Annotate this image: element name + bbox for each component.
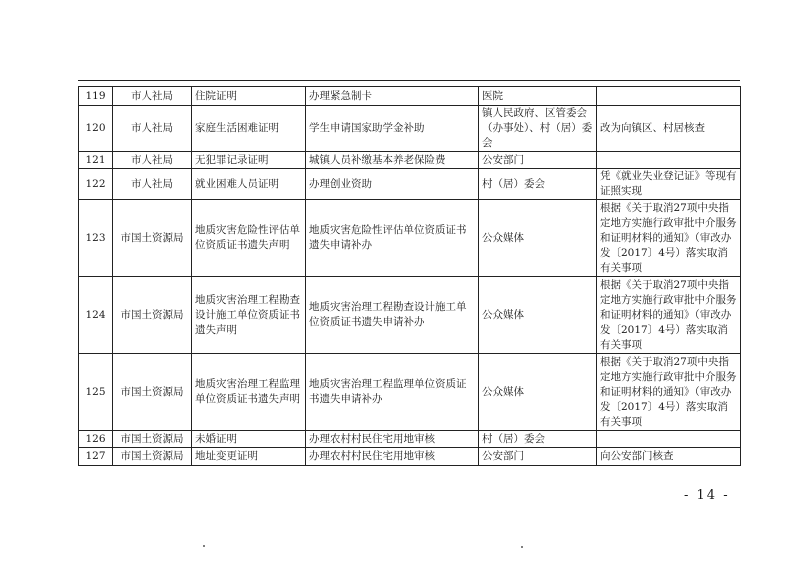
service-matter-cell: 办理农村村民住宅用地审核 — [306, 431, 479, 448]
table-row — [79, 169, 741, 200]
department-cell: 市人社局 — [113, 152, 192, 169]
row-number: 123 — [79, 200, 113, 277]
department-cell: 市国土资源局 — [113, 277, 192, 354]
page-number: - 14 - — [684, 488, 730, 503]
certificate-name-cell: 地质灾害治理工程监理单位资质证书遗失声明 — [192, 354, 306, 431]
certificate-name-cell: 地质灾害治理工程勘查设计施工单位资质证书遗失声明 — [192, 277, 306, 354]
note-cell: 根据《关于取消27项中央指定地方实施行政审批中介服务和证明材料的通知》（审改办发〔2017〕4号）落实取消有关事项 — [597, 354, 741, 431]
certificate-name-cell: 未婚证明 — [192, 431, 306, 448]
department-cell: 市国土资源局 — [113, 448, 192, 466]
alternative-method-cell: 公众媒体 — [479, 200, 597, 277]
row-number: 125 — [79, 354, 113, 431]
table-body — [79, 87, 741, 466]
service-matter-cell: 城镇人员补缴基本养老保险费 — [306, 152, 479, 169]
alternative-method-cell: 镇人民政府、区管委会（办事处）、村（居）委会 — [479, 106, 597, 152]
table-row — [79, 87, 741, 106]
note-cell — [597, 87, 741, 106]
alternative-method-cell: 村（居）委会 — [479, 169, 597, 200]
row-number: 119 — [79, 87, 113, 106]
service-matter-cell: 地质灾害危险性评估单位资质证书遗失申请补办 — [306, 200, 479, 277]
note-cell: 根据《关于取消27项中央指定地方实施行政审批中介服务和证明材料的通知》（审改办发〔2017〕4号）落实取消有关事项 — [597, 200, 741, 277]
row-number: 126 — [79, 431, 113, 448]
note-cell: 根据《关于取消27项中央指定地方实施行政审批中介服务和证明材料的通知》（审改办发〔2017〕4号）落实取消有关事项 — [597, 277, 741, 354]
row-number: 127 — [79, 448, 113, 466]
note-cell — [597, 431, 741, 448]
table-row — [79, 152, 741, 169]
note-cell: 向公安部门核查 — [597, 448, 741, 466]
certificate-name-cell: 无犯罪记录证明 — [192, 152, 306, 169]
table-top-rule — [78, 80, 740, 81]
alternative-method-cell: 公众媒体 — [479, 277, 597, 354]
alternative-method-cell: 公安部门 — [479, 448, 597, 466]
certificate-name-cell: 住院证明 — [192, 87, 306, 106]
table-row — [79, 200, 741, 277]
department-cell: 市国土资源局 — [113, 431, 192, 448]
department-cell: 市国土资源局 — [113, 354, 192, 431]
service-matter-cell: 地质灾害治理工程监理单位资质证书遗失申请补办 — [306, 354, 479, 431]
scan-speck — [521, 546, 523, 548]
alternative-method-cell: 公众媒体 — [479, 354, 597, 431]
certificate-name-cell: 家庭生活困难证明 — [192, 106, 306, 152]
service-matter-cell: 学生申请国家助学金补助 — [306, 106, 479, 152]
service-matter-cell: 办理紧急制卡 — [306, 87, 479, 106]
certificate-name-cell: 地质灾害危险性评估单位资质证书遗失声明 — [192, 200, 306, 277]
alternative-method-cell: 医院 — [479, 87, 597, 106]
table-row — [79, 106, 741, 152]
row-number: 124 — [79, 277, 113, 354]
department-cell: 市人社局 — [113, 169, 192, 200]
row-number: 121 — [79, 152, 113, 169]
department-cell: 市国土资源局 — [113, 200, 192, 277]
scan-speck — [203, 545, 205, 547]
service-matter-cell: 办理创业资助 — [306, 169, 479, 200]
certificate-name-cell: 就业困难人员证明 — [192, 169, 306, 200]
table-row — [79, 354, 741, 431]
table-row — [79, 431, 741, 448]
certificate-table — [78, 86, 741, 466]
note-cell: 凭《就业失业登记证》等现有证照实现 — [597, 169, 741, 200]
table-row — [79, 448, 741, 466]
alternative-method-cell: 村（居）委会 — [479, 431, 597, 448]
note-cell: 改为向镇区、村居核查 — [597, 106, 741, 152]
certificate-name-cell: 地址变更证明 — [192, 448, 306, 466]
department-cell: 市人社局 — [113, 106, 192, 152]
department-cell: 市人社局 — [113, 87, 192, 106]
service-matter-cell: 地质灾害治理工程勘查设计施工单位资质证书遗失申请补办 — [306, 277, 479, 354]
note-cell — [597, 152, 741, 169]
alternative-method-cell: 公安部门 — [479, 152, 597, 169]
table-row — [79, 277, 741, 354]
service-matter-cell: 办理农村村民住宅用地审核 — [306, 448, 479, 466]
row-number: 120 — [79, 106, 113, 152]
row-number: 122 — [79, 169, 113, 200]
